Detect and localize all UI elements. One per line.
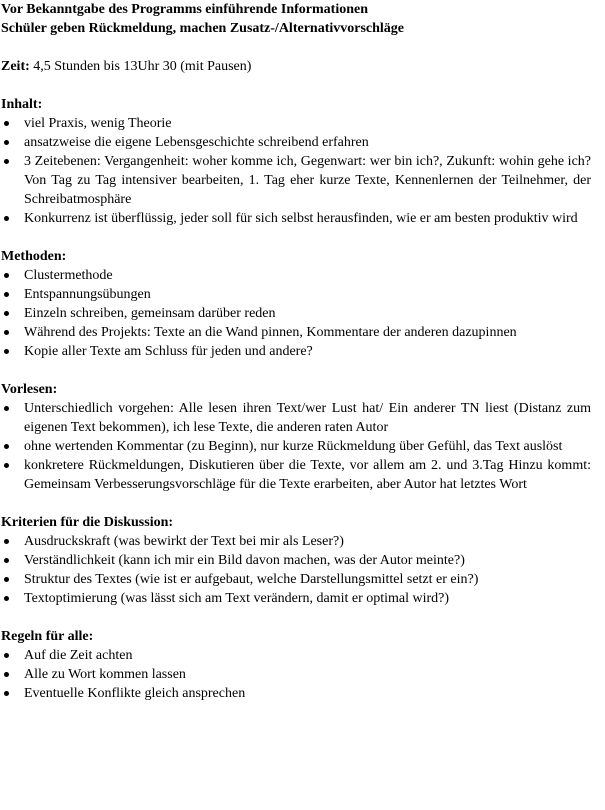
list-item [1, 209, 591, 228]
list-item-text: Auf die Zeit achten [24, 648, 133, 663]
list-item-text: Einzeln schreiben, gemeinsam darüber reden [24, 306, 276, 321]
section-title: Methoden: [1, 249, 67, 264]
list-item [1, 570, 591, 589]
list-item-text: Kopie aller Texte am Schluss für jeden und andere? [24, 344, 313, 359]
section-title: Inhalt: [1, 97, 43, 112]
section [1, 380, 601, 494]
spacer [1, 228, 601, 247]
list-item-text: Während des Projekts: Texte an die Wand pinnen, Kommentare der anderen dazupinnen [24, 325, 517, 340]
list-item [1, 665, 591, 684]
list-item-text: Konkurrenz ist überflüssig, jeder soll für sich selbst herausfinden, wie er am besten produktiv wird [24, 211, 578, 226]
list-item-text: Struktur des Textes (wie ist er aufgebaut, welche Darstellungsmittel setzt er ein?) [24, 572, 479, 587]
spacer [1, 494, 601, 513]
zeit-text: 4,5 Stunden bis 13Uhr 30 (mit Pausen) [29, 59, 252, 74]
section-title: Regeln für alle: [1, 629, 94, 644]
bullet-list [1, 532, 601, 608]
list-item-text: Entspannungsübungen [24, 287, 151, 302]
section [1, 627, 601, 703]
zeit-line [1, 57, 601, 76]
intro-line-2: Schüler geben Rückmeldung, machen Zusatz-/Alternativvorschläge [1, 21, 405, 36]
list-item-text: konkretere Rückmeldungen, Diskutieren über die Texte, vor allem am 2. und 3.Tag Hinzu kommt: Gemeinsam Verbesserungsvorschläge für die Texte erarbeiten, aber Autor hat letztes Wort [24, 458, 591, 492]
list-item [1, 437, 591, 456]
list-item [1, 114, 591, 133]
list-item-text: viel Praxis, wenig Theorie [24, 116, 172, 131]
list-item-text: Ausdruckskraft (was bewirkt der Text bei mir als Leser?) [24, 534, 344, 549]
spacer [1, 38, 601, 57]
list-item-text: Alle zu Wort kommen lassen [24, 667, 186, 682]
bullet-list [1, 646, 601, 703]
list-item [1, 684, 591, 703]
list-item [1, 589, 591, 608]
section-title: Kriterien für die Diskussion: [1, 515, 174, 530]
spacer [1, 608, 601, 627]
spacer [1, 76, 601, 95]
list-item [1, 323, 591, 342]
list-item-text: ansatzweise die eigene Lebensgeschichte schreibend erfahren [24, 135, 369, 150]
intro-line-1: Vor Bekanntgabe des Programms einführende Informationen [1, 2, 369, 17]
list-item [1, 285, 591, 304]
zeit-label: Zeit: [1, 59, 30, 74]
section [1, 247, 601, 361]
list-item-text: Eventuelle Konflikte gleich ansprechen [24, 686, 246, 701]
bullet-list [1, 266, 601, 361]
section [1, 513, 601, 608]
list-item-text: 3 Zeitebenen: Vergangenheit: woher komme ich, Gegenwart: wer bin ich?, Zukunft: wohin gehe ich? Von Tag zu Tag intensiver bearbeiten, 1. Tag eher kurze Texte, Kennenlernen der Teilnehmer, der Schreibatmosphäre [24, 154, 591, 207]
list-item [1, 133, 591, 152]
list-item-text: Unterschiedlich vorgehen: Alle lesen ihren Text/wer Lust hat/ Ein anderer TN liest (Distanz zum eigenen Text bekommen), ich lese Texte, die anderen raten Autor [24, 401, 591, 435]
list-item [1, 342, 591, 361]
list-item [1, 532, 591, 551]
list-item [1, 399, 591, 437]
bullet-list [1, 399, 601, 494]
list-item [1, 551, 591, 570]
section [1, 95, 601, 228]
list-item [1, 304, 591, 323]
spacer [1, 361, 601, 380]
list-item [1, 152, 591, 209]
list-item [1, 646, 591, 665]
list-item-text: Verständlichkeit (kann ich mir ein Bild davon machen, was der Autor meinte?) [24, 553, 465, 568]
list-item-text: Textoptimierung (was lässt sich am Text verändern, damit er optimal wird?) [24, 591, 450, 606]
list-item-text: ohne wertenden Kommentar (zu Beginn), nur kurze Rückmeldung über Gefühl, das Text auslöst [24, 439, 563, 454]
sections-container [1, 95, 601, 703]
list-item-text: Clustermethode [24, 268, 113, 283]
list-item [1, 266, 591, 285]
intro-block [1, 0, 601, 38]
section-title: Vorlesen: [1, 382, 58, 397]
bullet-list [1, 114, 601, 228]
list-item [1, 456, 591, 494]
